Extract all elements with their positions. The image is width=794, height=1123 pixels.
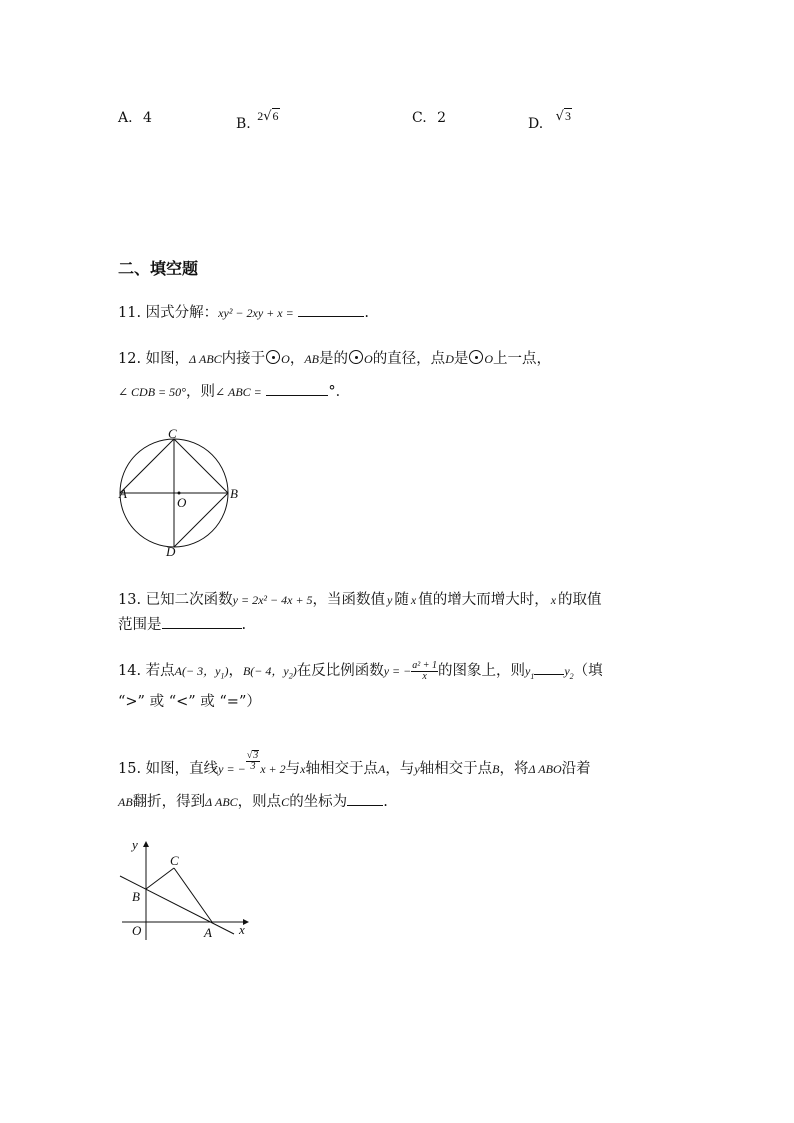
q14-line2: “>” 或 “<” 或 “=”）: [118, 694, 261, 710]
q15-t8: 翻折，得到: [132, 794, 206, 810]
option-c-label: C.: [412, 110, 427, 126]
q15-frac-den: 3: [250, 761, 256, 772]
q14-y1: y: [524, 664, 531, 678]
fig15-label-y: y: [132, 837, 138, 852]
q15-ab: AB: [118, 795, 133, 809]
q14-frac-num: a² + 1: [412, 659, 437, 671]
fig15-label-b: B: [132, 889, 140, 904]
question-13-line-2: [118, 614, 246, 635]
q14-sub2: 2: [288, 671, 293, 681]
question-11: [118, 302, 369, 323]
q13-answer-blank: [162, 614, 242, 629]
q13-t4: 值的增大而增大时，: [418, 592, 549, 608]
q13-end: .: [241, 617, 247, 633]
option-b: [236, 108, 280, 132]
q15-t6: ，将: [499, 761, 529, 777]
fig15-label-a: A: [204, 925, 212, 940]
segment-ca: [174, 868, 212, 922]
q12-t1: 如图，: [145, 351, 190, 367]
circle-dot-icon: [469, 350, 483, 364]
q13-x: x: [410, 593, 417, 607]
question-12: [118, 349, 551, 369]
fig12-label-c: C: [168, 426, 177, 441]
q13-x2: x: [550, 593, 557, 607]
q14-t3: 的图象上，则: [437, 663, 525, 679]
q15-rest: x + 2: [260, 762, 286, 776]
fig15-label-o: O: [132, 923, 142, 938]
q14-point-a: [174, 664, 229, 681]
option-d: [528, 108, 572, 132]
question-13: [118, 590, 602, 610]
q13-expression: y = 2x² − 4x + 5: [232, 593, 313, 607]
q12-t6: 是: [453, 351, 469, 367]
q15-t9: ，则点: [237, 794, 282, 810]
q13-y: y: [387, 593, 393, 607]
q14-point-b-text: B(− 4，y: [242, 664, 289, 678]
q12-angle-abc: ∠ ABC =: [214, 385, 262, 399]
q15-t10: 的坐标为: [289, 794, 348, 810]
q15-y: y: [414, 762, 420, 776]
q13-line2: 范围是: [118, 617, 162, 633]
q12-circle-figure: [118, 424, 248, 560]
option-c: [412, 110, 446, 126]
q11-number: 11.: [118, 305, 142, 321]
question-15: [118, 750, 591, 780]
q12-triangle: Δ ABC: [189, 352, 222, 366]
q12-answer-blank: [266, 381, 328, 396]
q15-answer-blank: [347, 791, 383, 806]
q14-point-a-text: A(− 3，y: [174, 664, 221, 678]
q15-t1: 如图，直线: [145, 761, 219, 777]
q15-coordinate-figure: [118, 834, 258, 944]
q12-t4: 是的: [319, 351, 349, 367]
q15-t5: 轴相交于点: [419, 761, 493, 777]
q13-t1: 已知二次函数: [145, 592, 233, 608]
q15-t2: 与: [285, 761, 301, 777]
section-title: 二、填空题: [118, 259, 199, 278]
q12-o1: O: [281, 352, 290, 366]
q12-o3: O: [484, 352, 494, 366]
q14-fraction: [411, 661, 438, 682]
q15-t3: 轴相交于点: [305, 761, 378, 777]
q12-o2: O: [364, 352, 373, 366]
q12-number: 12.: [118, 351, 142, 367]
question-12-line-2: [118, 381, 350, 402]
option-a: [118, 110, 152, 126]
option-c-value: 2: [437, 110, 447, 126]
q15-number: 15.: [118, 761, 142, 777]
option-b-label: B.: [236, 116, 251, 132]
q14-t4: （填: [573, 663, 603, 679]
q15-tri1: Δ ABO: [528, 762, 562, 776]
q14-point-b: [242, 664, 297, 681]
q13-t5: 的取值: [558, 592, 602, 608]
q14-point-a-end: ): [224, 664, 229, 678]
q15-a: A: [377, 762, 386, 776]
q15-tri2: Δ ABC: [205, 795, 238, 809]
q12-angle-cdb: ∠ CDB = 50°: [118, 385, 186, 399]
fig12-label-d: D: [166, 544, 176, 559]
q14-y2: y: [564, 664, 570, 678]
q15-b: B: [492, 762, 500, 776]
segment-cb: [174, 439, 228, 493]
circle-dot-icon: [266, 350, 280, 364]
option-d-sqrt-icon: √: [555, 109, 564, 124]
fig15-label-x: x: [239, 922, 245, 937]
q15-t7: 沿着: [561, 761, 591, 777]
q14-comma: ，: [228, 663, 243, 679]
option-d-radicand: 3: [564, 109, 571, 123]
q11-answer-blank: [298, 302, 364, 317]
q12-t7: 上一点，: [493, 351, 552, 367]
q13-t2: ，当函数值: [312, 592, 386, 608]
question-14-line-2: [118, 692, 261, 712]
q14-y2-sub: 2: [569, 671, 574, 681]
question-14: [118, 660, 603, 687]
q15-yeq: y = −: [218, 762, 246, 776]
q12-t2: 内接于: [221, 351, 266, 367]
q15-end: .: [383, 794, 388, 810]
question-15-line-2: [118, 791, 388, 812]
q13-t3: 随: [394, 592, 409, 608]
q14-t1: 若点: [145, 663, 175, 679]
q14-answer-blank: [534, 660, 564, 675]
q14-point-b-end: ): [292, 664, 297, 678]
q15-t4: ，与: [385, 761, 415, 777]
option-d-label: D.: [528, 116, 544, 132]
fig12-label-o: O: [177, 495, 187, 510]
circle-dot-icon: [349, 350, 363, 364]
q12-t3: ，: [289, 351, 305, 367]
q12-ab: AB: [304, 352, 320, 366]
q13-number: 13.: [118, 592, 142, 608]
segment-ca: [120, 439, 174, 493]
q14-number: 14.: [118, 663, 142, 679]
q14-y1-sub: 1: [530, 671, 535, 681]
q14-t2: 在反比例函数: [296, 663, 384, 679]
q15-x: x: [300, 762, 306, 776]
q14-sub1: 1: [220, 671, 225, 681]
fig12-label-a: A: [119, 486, 127, 501]
q12-t8: ，则: [185, 384, 215, 400]
q15-sqrt-icon: √: [246, 750, 253, 761]
q11-expression: xy² − 2xy + x =: [218, 306, 294, 320]
q15-frac-num-value: 3: [253, 750, 259, 761]
q12-t5: 的直径，点: [372, 351, 446, 367]
fig15-label-c: C: [170, 853, 179, 868]
option-b-radicand: 6: [272, 109, 279, 123]
q12-d: D: [445, 352, 454, 366]
q14-yeq: y = −: [383, 664, 412, 678]
q14-frac-den: x: [422, 670, 427, 682]
q12-end: °．: [328, 384, 351, 400]
option-b-coef: 2: [257, 109, 264, 123]
option-a-value: 4: [143, 110, 152, 126]
q15-c: C: [281, 795, 290, 809]
q11-text: 因式分解：: [145, 305, 219, 321]
fig12-label-b: B: [230, 486, 238, 501]
q11-end: .: [364, 305, 369, 321]
option-b-sqrt-icon: √: [263, 109, 272, 124]
q15-fraction: [246, 750, 261, 772]
option-a-label: A.: [118, 110, 133, 126]
segment-bc: [146, 868, 174, 889]
